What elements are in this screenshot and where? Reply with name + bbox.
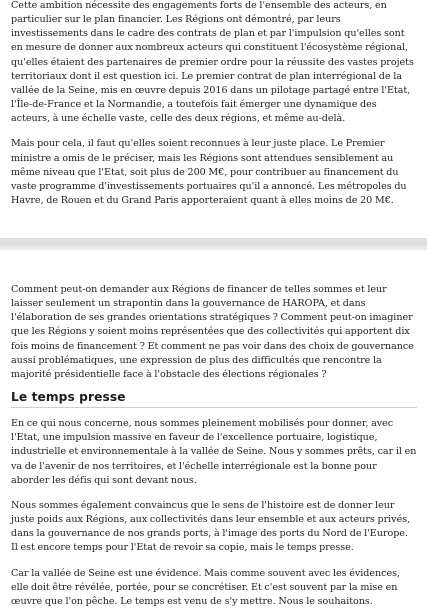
paragraph-mobilisation: En ce qui nous concerne, nous sommes pleinement mobilisés pour donner, avec l'Etat, une impulsion massive en faveur de l'excellence portuaire, logistique, industrielle et environnementale à la vallée de Seine. Nous y sommes prêts, car il en va de l'avenir de nos territoires, et l'échelle interrégionale est la bonne pour aborder les défis qui sont devant nous. (11, 418, 417, 486)
paragraph-reconnaissance: Mais pour cela, il faut qu'elles soient reconnues à leur juste place. Le Premier ministre a omis de le préciser, mais les Régions sont attendues sensiblement au même niveau que l'Etat, soit plus de 200 M€, pour contribuer au financement du vaste programme d'investissements portuaires qu'il a annoncé. Les métropoles du Havre, de Rouen et du Grand Paris apporteraient quant à elles moins de 20 M€. (11, 138, 407, 207)
section-heading: Le temps presse (11, 390, 126, 405)
article-top-section (0, 0, 427, 208)
heading-rule (11, 407, 417, 408)
paragraph-gouvernance-question: Comment peut-on demander aux Régions de financer de telles sommes et leur laisser seulement un strapontin dans la gouvernance de HAROPA, et dans l'élaboration de ses grandes orientations stratégiques ? Comment peut-on imaginer que les Régions y soient moins représentées que des collectivités qui apportent dix fois moins de financement ? Et comment ne pas voir dans des choix de gouvernance aussi problématiques, une expression de plus des difficultés que rencontre la majorité présidentielle face à l'obstacle des élections régionales ? (11, 284, 414, 380)
article-bottom-section (0, 283, 427, 609)
section-divider (0, 238, 427, 250)
paragraph-sens-histoire: Nous sommes également convaincus que le sens de l'histoire est de donner leur juste poids aux Régions, aux collectivités dans leur ensemble et aux acteurs privés, dans la gouvernance de nos grands ports, à l'image des ports du Nord de l'Europe. Il est encore temps pour l'Etat de revoir sa copie, mais le temps presse. (11, 499, 411, 554)
subheading-block (11, 382, 417, 417)
paragraph-evidence: Car la vallée de Seine est une évidence. Mais comme souvent avec les évidences, elle doit être révélée, portée, pour se concrétiser. Et c'est souvent par la mise en œuvre que l'on pêche. Le temps est venu de s'y mettre. Nous le souhaitons. (11, 567, 401, 607)
paragraph-engagements: Cette ambition nécessite des engagements forts de l'ensemble des acteurs, en particulier sur le plan financier. Les Régions ont démontré, par leurs investissements dans le cadre des contrats de plan et par l'impulsion qu'elles sont en mesure de donner aux nombreux acteurs qui constituent l'écosystème régional, qu'elles étaient des partenaires de premier ordre pour la réussite des vastes projets territoriaux dont il est question ici. Le premier contrat de plan interrégional de la vallée de la Seine, mis en œuvre depuis 2016 dans un pilotage partagé entre l'Etat, l'Île-de-France et la Normandie, a toutefois fait émerger une dynamique des acteurs, à une échelle vaste, celle des deux régions, et même au-delà. (11, 0, 414, 125)
